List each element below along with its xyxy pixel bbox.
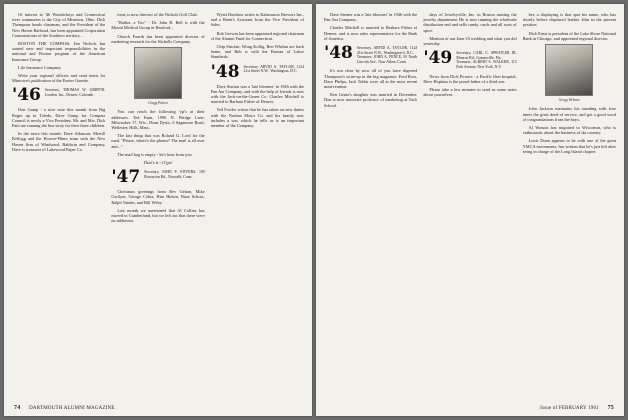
secretary-line: Secretary, CARL C. SPRATLER JR. Monroe Rd., Gainesville, Fla. (456, 51, 517, 60)
paragraph: Dave Steiner was a 'late bloomer' in 1946 with the Pan Am Company... (324, 12, 418, 23)
paragraph: Don Gump - a nice note this month from Big Roger up in Toledo, Dave Gump for Compass Council is newly a Vice President. Mr. and Mrs. Dick Pain are running the fine story for their three children. (12, 107, 106, 129)
class-secretary: Secretary, JOHN P. STIVERS, 190 Rowayton Rd., Norwalk, Conn. (144, 170, 205, 179)
class-year: '48 (210, 61, 240, 82)
class-year: '46 (12, 85, 41, 106)
class-secretary (357, 46, 417, 64)
page-number: 75 (607, 405, 614, 411)
class-year: '47 (111, 167, 141, 188)
paragraph: Mention of our June 10 wedding and what you did yesterday. (423, 35, 517, 47)
left-page (4, 4, 312, 416)
right-col-1 (324, 12, 417, 398)
class-heading-49 (423, 48, 517, 69)
paragraph: In the news this month: Dave Atkinson, Merrill Kellogg and the Hoover-Hines team with the New Haven firm of Windward, Baldwin and Company, Dave is treasurer of Lakewood Paper Co. (12, 131, 106, 152)
left-col-3 (211, 12, 304, 398)
paragraph: BOSTON THE COMPASS. Jim Nichols has started new and important responsibilities in the national and Boston program of the American Insurance Group. (12, 41, 106, 62)
left-col-2 (111, 12, 204, 398)
right-col-2 (423, 12, 516, 398)
paragraph: You can reach the following 'yp's at their addresses. Ted Fann, 1990 N. Bridge Lane, Milwaukee 17, Wis.; Dean Dysto, 6 Sagamore Road, Wellesley Hills, Mass. (111, 109, 205, 130)
treasurer-line: Treasurer, ALBERT S. WALKER, 113 Park Avenue, New York, N.Y. (456, 60, 517, 69)
class-secretary: Secretary, THOMAS W. GRIFFIN, Loudon, Inc., Denver, Colorado (44, 88, 106, 98)
paragraph: Al Wasson has migrated to Wisconsin, who is enthusiastic about the business of ski country. (522, 124, 616, 136)
class-heading-48 (324, 43, 418, 64)
page-number: 74 (14, 405, 21, 411)
class-secretary: Secretary, ARVID A. TAYLOR, 1124 21st Street N.W., Washington, D.C. (243, 64, 304, 74)
class-year: '48 (324, 43, 353, 64)
paragraph: Dick Ernst is president of the Lake Shore National Bank in Chicago, and appointed regional director. (522, 30, 616, 41)
paragraph: John Jackson maintains his standing with four times the great deed of service, and got a good word of congratulations from the boys. (522, 106, 616, 122)
paragraph: Dave Station was a 'late bloomer' in 1946 with the Pan Am Company, and with the help of friends is now with the Jack-on-the-Green Co. Charles Mitchell is married to Barbara Fisher of Denver. (210, 83, 304, 105)
pull-quote: That's it - O'go! (143, 159, 173, 165)
paragraph: Louis Dunn appears to be with one of the great YMCA movements, has written that he's just left after being in charge of the Long Island chapter. (522, 138, 616, 154)
paragraph: Charles Mitchell is married to Barbara Fisher of Denver, and is now sales representative for the Bank of America. (324, 25, 418, 41)
left-columns (12, 12, 304, 398)
paragraph: Write your regional officers and send items for Mintown's publication of the Exeter Gazette. (12, 73, 106, 84)
right-page (316, 4, 624, 416)
paragraph: "Rather, a Yoo" - Dr. John R. Bell is with the Mount Medical Group in Hartford... (111, 20, 205, 31)
portrait-photo (545, 44, 593, 96)
class-heading-46 (12, 85, 106, 106)
right-footer (540, 405, 614, 412)
running-footer: Issue of FEBRUARY 1961 (540, 406, 599, 411)
running-footer: DARTMOUTH ALUMNI MAGAZINE (29, 406, 115, 411)
paragraph: Life Insurance Company. (18, 64, 62, 70)
paragraph: Wyatt Hawkins writes to Kalamazoo Brewers Inc., and a Brent's Assistant from the Vice President of Sales. (210, 12, 304, 28)
paragraph: The mail bag is empty - let's hear from you. (117, 151, 193, 157)
class-secretary (456, 51, 516, 69)
paragraph: The last thing that was Roland G. Lord for the mail, "Please, where's the photos? The mail is all over and..." (111, 133, 205, 149)
right-col-3 (523, 12, 616, 398)
class-year: '49 (423, 48, 453, 69)
class-heading-48 (210, 61, 304, 82)
paragraph: treat, is now director of the Nichols Golf Club. (117, 12, 198, 17)
paragraph: Last month we mentioned that Al Collins has moved to Cumberland, but we left out that there were no addresses. (111, 207, 205, 224)
right-columns (324, 12, 616, 398)
class-heading-47 (111, 167, 205, 188)
photo-caption: Gregg Webster (558, 98, 581, 103)
portrait-photo (134, 47, 182, 99)
paragraph: News from Dick Powers - a Pacific fleet hospital. Dave Hopkins is the proud father of a third son. (423, 73, 517, 84)
paragraph: Church Fourth has been appointed director of marketing research for the Nicholls Company. (111, 33, 205, 44)
magazine-spread (4, 4, 624, 416)
paragraph: It's not clear by now all of you have digested Thompson's write-up in the big magazine. Fred Ross, Dave Phelps, Jack Tubbs were all at the most recent mini-reunion. (324, 68, 418, 89)
paragraph: Ken Gentz's daughter was married in December. Don is now associate professor of marketing at Tuck School. (324, 92, 418, 108)
left-col-1 (12, 12, 105, 398)
photo-caption: Gregg Patton (148, 101, 168, 106)
left-footer (14, 405, 115, 412)
secretary-line: Secretary, ARVID A. TAYLOR, 1124 21st Street N.W., Washington 6, D.C. (356, 46, 418, 55)
paragraph: Please take a few minutes to send us some notes about yourselves. (423, 87, 517, 98)
paragraph: Ted Fowler writes that he has taken on new duties with the Nashua Motor Co. and his family now includes a son, which he tells us is an important member of the Company. (210, 107, 304, 129)
paragraph: Chip Sinclair, Wong Kollig, Ben Whelan are back home, and Bob is with the Bureau of Labor Standards. (210, 44, 304, 60)
paragraph: Christmas greetings from Bev Gelam, Mike Gwilym, George Cobia, Him Huhon, Buzz Schotz, Ralph Vander, and Bill Wiley. (111, 189, 205, 205)
paragraph: days of Jewelryville, Inc. in Boston nursing the jewelry department. He is now running the wholesale distribution end and sells candy, cards and all sorts of spice. (423, 12, 517, 33)
paragraph: Bob Gerwin has been appointed regional chairman of the Alumni Fund for Connecticut. (210, 30, 304, 41)
treasurer-line: Treasurer, JOHN A. PENCE, 93 North Lincoln Ave., Naw Aiken, Conn. (356, 55, 418, 64)
paragraph: Of interest to '46 Wonderboys and Connecticut river commuters is the City of Mintown, Ohio. Dick Thompson heads chairman, and the President of the New Haven Railroad, has been appointed Corporation Commissioner of the Southern territory... (12, 12, 106, 38)
paragraph: bet, a displaying is that spot his name, who has shortly before displaced leather John in the present position. (522, 12, 616, 28)
